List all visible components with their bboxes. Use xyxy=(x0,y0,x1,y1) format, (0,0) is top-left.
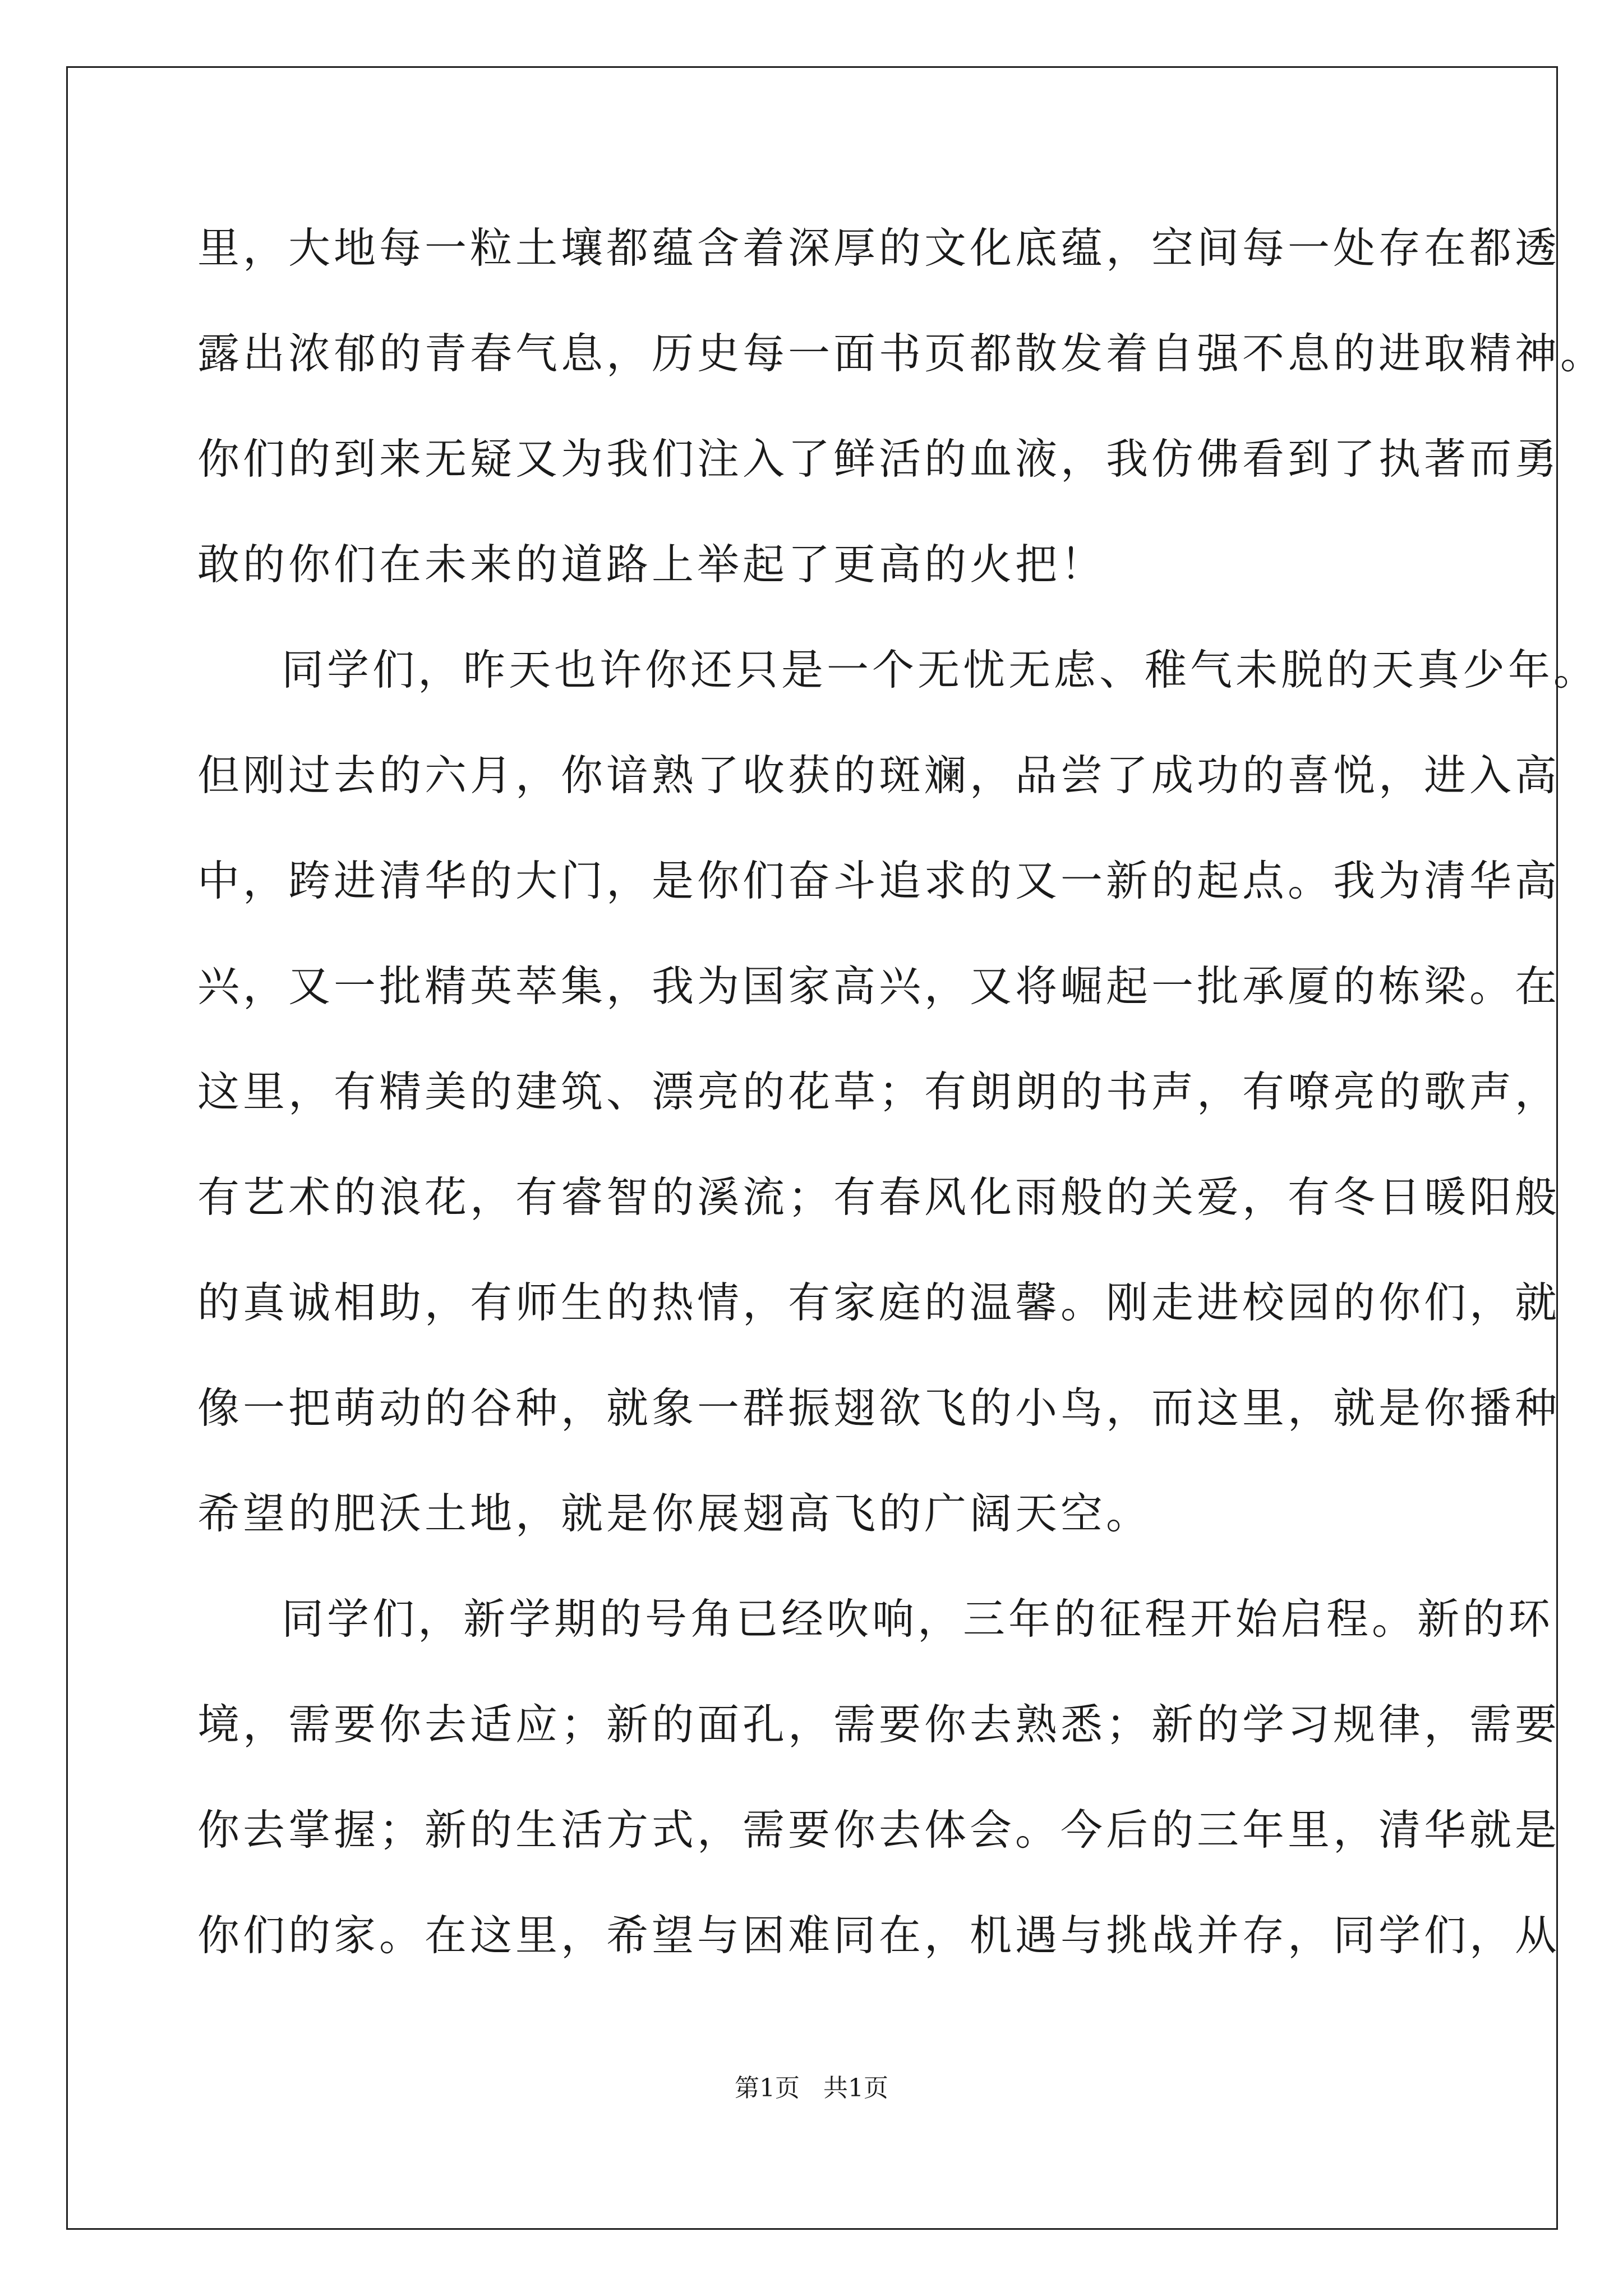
text-line: 同学们，昨天也许你还只是一个无忧无虑、稚气未脱的天真少年。 xyxy=(282,645,1599,694)
text-line: 你们的家。在这里，希望与困难同在，机遇与挑战并存，同学们，从 xyxy=(197,1911,1561,1960)
page-footer: 第1页 共1页 xyxy=(735,2074,888,2102)
text-line: 露出浓郁的青春气息，历史每一面书页都散发着自强不息的进取精神。 xyxy=(197,329,1606,378)
text-line: 这里，有精美的建筑、漂亮的花草；有朗朗的书声，有嘹亮的歌声， xyxy=(197,1067,1561,1116)
text-line: 但刚过去的六月，你谙熟了收获的斑斓，品尝了成功的喜悦，进入高 xyxy=(197,751,1561,800)
text-line: 像一把萌动的谷种，就象一群振翅欲飞的小鸟，而这里，就是你播种 xyxy=(197,1383,1561,1433)
text-line: 里，大地每一粒土壤都蕴含着深厚的文化底蕴，空间每一处存在都透 xyxy=(197,223,1561,273)
text-line: 希望的肥沃土地，就是你展翅高飞的广阔天空。 xyxy=(197,1489,1152,1538)
text-line: 你去掌握；新的生活方式，需要你去体会。今后的三年里，清华就是 xyxy=(197,1805,1561,1855)
text-line: 的真诚相助，有师生的热情，有家庭的温馨。刚走进校园的你们，就 xyxy=(197,1278,1561,1327)
text-line: 同学们，新学期的号角已经吹响，三年的征程开始启程。新的环 xyxy=(282,1594,1554,1644)
text-line: 你们的到来无疑又为我们注入了鲜活的血液，我仿佛看到了执著而勇 xyxy=(197,434,1561,484)
text-line: 中，跨进清华的大门，是你们奋斗追求的又一新的起点。我为清华高 xyxy=(197,856,1561,905)
text-line: 有艺术的浪花，有睿智的溪流；有春风化雨般的关爱，有冬日暖阳般 xyxy=(197,1172,1561,1222)
text-line: 兴，又一批精英萃集，我为国家高兴，又将崛起一批承厦的栋梁。在 xyxy=(197,961,1561,1011)
text-line: 境，需要你去适应；新的面孔，需要你去熟悉；新的学习规律，需要 xyxy=(197,1700,1561,1749)
text-line: 敢的你们在未来的道路上举起了更高的火把！ xyxy=(197,540,1106,589)
body-text xyxy=(197,220,1606,2013)
